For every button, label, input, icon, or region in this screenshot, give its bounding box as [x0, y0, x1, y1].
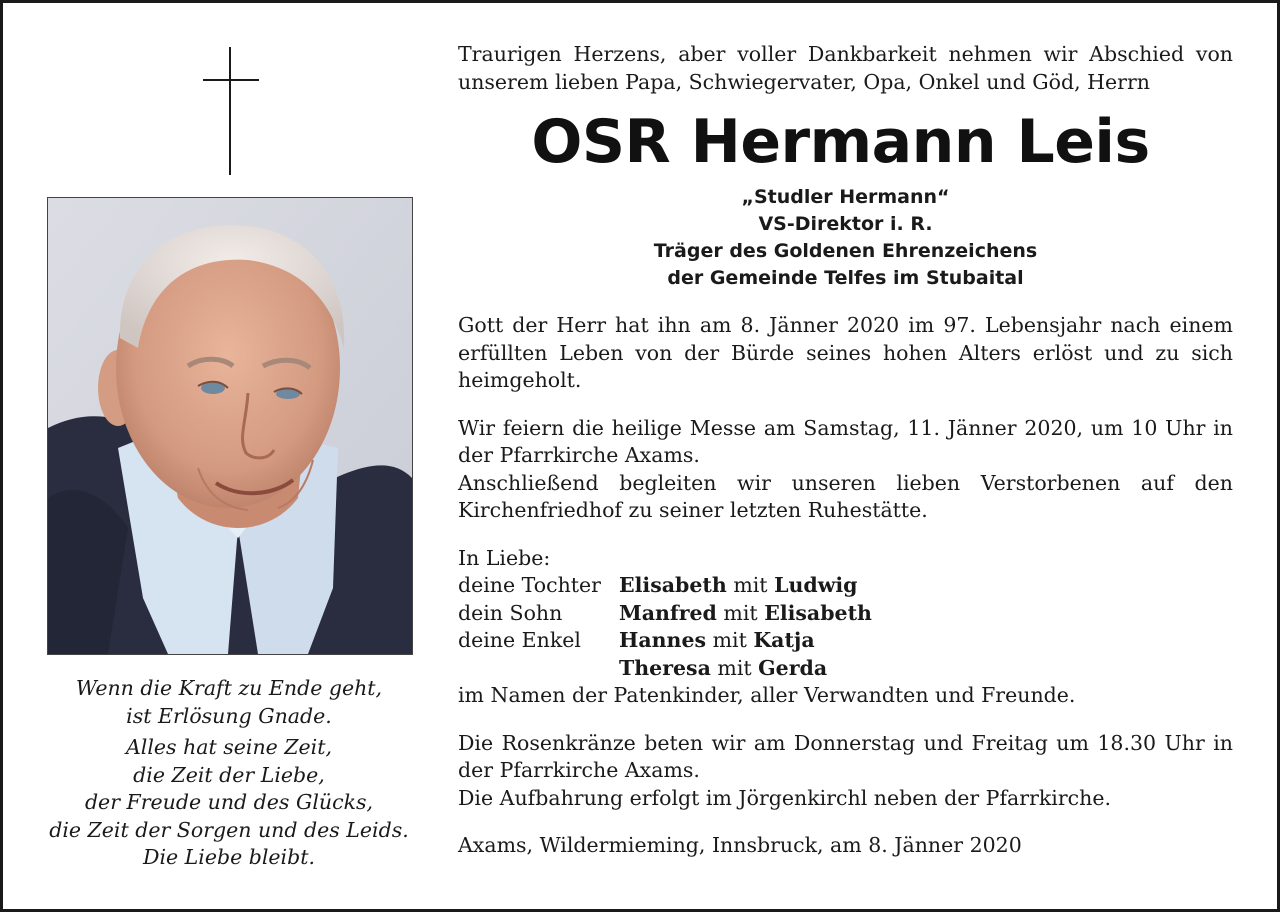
family-joiner: mit [733, 573, 768, 597]
family-row [458, 600, 1233, 628]
title-line: VS-Direktor i. R. [758, 213, 933, 235]
family-member: Manfred [619, 600, 717, 625]
place-date [458, 832, 1233, 860]
text-line: Die Aufbahrung erfolgt im Jörgenkirchl neben der Pfarrkirche. [458, 785, 1111, 810]
portrait-photo [47, 197, 413, 655]
family-relation: deine Tochter [458, 573, 601, 597]
title-line: der Gemeinde Telfes im Stubaital [667, 267, 1024, 289]
notice-text [458, 41, 1233, 860]
family-member: Hannes [619, 628, 707, 652]
family-heading: In Liebe: [458, 545, 551, 570]
family-relation [458, 655, 619, 683]
family-row [458, 572, 1233, 600]
family-footer: im Namen der Patenkinder, aller Verwandten und Freunde. [458, 683, 1076, 707]
poem-line: die Zeit der Sorgen und des Leids. [49, 817, 409, 842]
family-member: Theresa [619, 655, 711, 680]
text-line: der Pfarrkirche Axams. [458, 443, 700, 467]
text-line: erfüllten Leben von der Bürde seines hohen Alters erlöst und zu sich [458, 340, 1233, 365]
family-joiner: mit [717, 655, 752, 680]
poem-line: Alles hat seine Zeit, [125, 735, 332, 759]
place-date-line: Axams, Wildermieming, Innsbruck, am 8. Jänner 2020 [458, 833, 1022, 857]
poem-line: der Freude und des Glücks, [84, 790, 374, 814]
rosary-paragraph [458, 730, 1233, 813]
text-line: Anschließend begleiten wir unseren lieben Verstorbenen auf den [458, 470, 1233, 495]
family-partner: Gerda [758, 655, 828, 680]
family-joiner: mit [723, 600, 758, 625]
death-notice-paragraph [458, 312, 1233, 395]
intro-line: Traurigen Herzens, aber voller Dankbarkeit nehmen wir Abschied von [458, 42, 1233, 66]
text-line: Gott der Herr hat ihn am 8. Jänner 2020 im 97. Lebensjahr nach einem [458, 313, 1233, 337]
text-line: heimgeholt. [458, 368, 582, 392]
deceased-name: OSR Hermann Leis [531, 107, 1150, 177]
family-member: Elisabeth [619, 573, 727, 597]
family-list [458, 572, 1233, 682]
cross-icon [203, 47, 259, 177]
intro-paragraph [458, 41, 1233, 96]
memorial-poem [23, 675, 435, 876]
text-line: Kirchenfriedhof zu seiner letzten Ruhestätte. [458, 498, 928, 522]
family-joiner: mit [712, 628, 747, 652]
family-relation: dein Sohn [458, 600, 563, 625]
poem-line: die Zeit der Liebe, [133, 762, 325, 787]
text-line: Wir feiern die heilige Messe am Samstag, 11. Jänner 2020, um 10 Uhr in [458, 415, 1233, 440]
family-row [458, 627, 1233, 655]
mass-paragraph [458, 415, 1233, 525]
family-partner: Katja [753, 628, 815, 652]
poem-line: Wenn die Kraft zu Ende geht, [75, 676, 383, 700]
poem-stanza [23, 734, 435, 872]
family-relation: deine Enkel [458, 628, 581, 652]
title-line: Träger des Goldenen Ehrenzeichens [653, 240, 1038, 262]
intro-line: unserem lieben Papa, Schwiegervater, Opa, Onkel und Göd, Herrn [458, 69, 1150, 94]
family-row [458, 655, 1233, 683]
family-section [458, 545, 1233, 710]
family-partner: Ludwig [774, 573, 858, 597]
deceased-titles [458, 184, 1233, 292]
family-partner: Elisabeth [764, 600, 872, 625]
title-line: „Studler Hermann“ [741, 186, 950, 208]
text-line: Die Rosenkränze beten wir am Donnerstag und Freitag um 18.30 Uhr in [458, 730, 1233, 755]
poem-line: ist Erlösung Gnade. [126, 703, 332, 728]
poem-line: Die Liebe bleibt. [143, 845, 315, 869]
text-line: der Pfarrkirche Axams. [458, 758, 700, 782]
poem-stanza [23, 675, 435, 730]
